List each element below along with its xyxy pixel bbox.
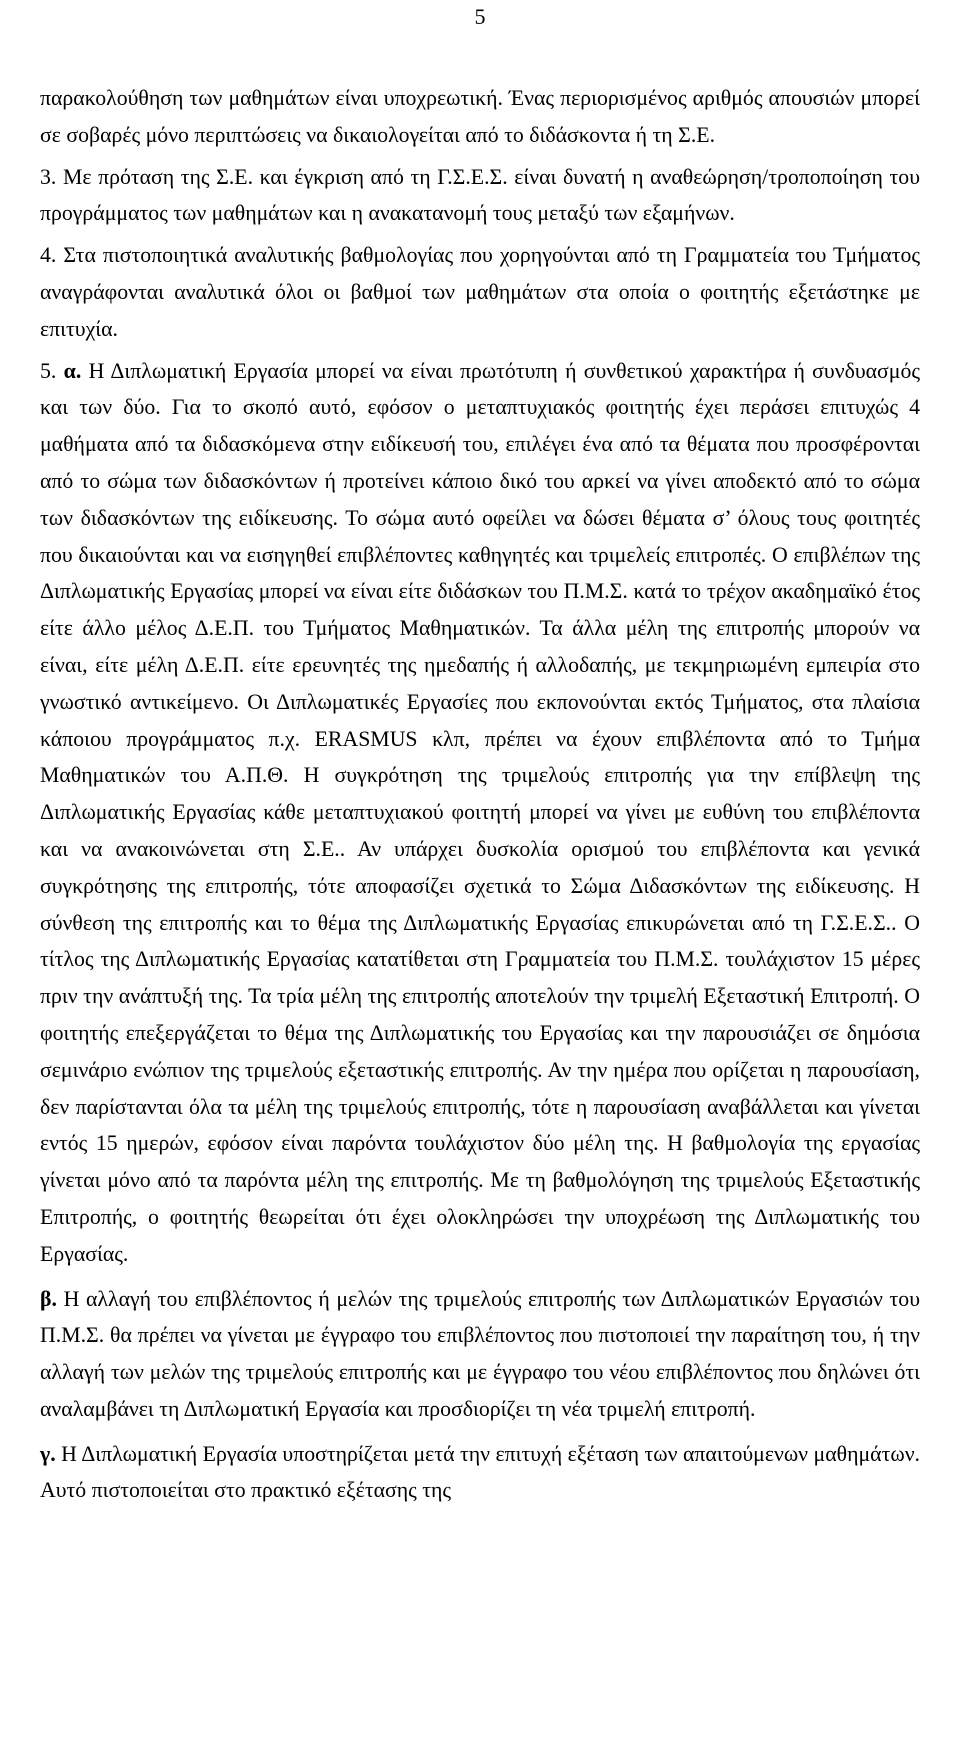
- paragraph-item-5a: [40, 353, 920, 1273]
- item-text: Η Διπλωματική Εργασία μπορεί να είναι πρωτότυπη ή συνθετικού χαρακτήρα ή συνδυασμός και των δύο. Για το σκοπό αυτό, εφόσον ο μεταπτυχιακός φοιτητής έχει περάσει επιτυχώς 4 μαθήματα από τα διδασκόμενα στην ειδίκευσή του, επιλέγει ένα από τα θέματα που προσφέρονται από το σώμα των διδασκόντων ή προτείνει κάποιο δικό του αρκεί να γίνει αποδεκτό από το σώμα των διδασκόντων της ειδίκευσης. Το σώμα αυτό οφείλει να δώσει θέματα σ’ όλους τους φοιτητές που δικαιούνται και να εισηγηθεί επιβλέποντες καθηγητές και τριμελείς επιτροπές. Ο επιβλέπων της Διπλωματικής Εργασίας μπορεί να είναι είτε διδάσκων του Π.Μ.Σ. κατά το τρέχον ακαδημαϊκό έτος είτε άλλο μέλος Δ.Ε.Π. του Τμήματος Μαθηματικών. Τα άλλα μέλη της επιτροπής μπορούν να είναι, είτε μέλη Δ.Ε.Π. είτε ερευνητές της ημεδαπής ή αλλοδαπής, με τεκμηριωμένη εμπειρία στο γνωστικό αντικείμενο. Οι Διπλωματικές Εργασίες που εκπονούνται εκτός Τμήματος, στα πλαίσια κάποιου προγράμματος π.χ. ERASMUS κλπ, πρέπει να έχουν επιβλέποντα από το Τμήμα Μαθηματικών του Α.Π.Θ. Η συγκρότηση της τριμελούς επιτροπής για την επίβλεψη της Διπλωματικής Εργασίας κάθε μεταπτυχιακού φοιτητή μπορεί να γίνει με ευθύνη του επιβλέποντα και να ανακοινώνεται στη Σ.Ε.. Αν υπάρχει δυσκολία ορισμού του επιβλέποντα και γενικά συγκρότησης της επιτροπής, τότε αποφασίζει σχετικά το Σώμα Διδασκόντων της ειδίκευσης. Η σύνθεση της επιτροπής και το θέμα της Διπλωματικής Εργασίας επικυρώνεται από τη Γ.Σ.Ε.Σ.. Ο τίτλος της Διπλωματικής Εργασίας κατατίθεται στη Γραμματεία του Π.Μ.Σ. τουλάχιστον 15 μέρες πριν την ανάπτυξή της. Τα τρία μέλη της επιτροπής αποτελούν την τριμελή Εξεταστική Επιτροπή. Ο φοιτητής επεξεργάζεται το θέμα της Διπλωματικής του Εργασίας και την παρουσιάζει σε δημόσια σεμινάριο ενώπιον της τριμελούς εξεταστικής επιτροπής. Αν την ημέρα που ορίζεται η παρουσίαση, δεν παρίστανται όλα τα μέλη της τριμελούς επιτροπής, τότε η παρουσίαση αναβάλλεται και γίνεται εντός 15 ημερών, εφόσον είναι παρόντα τουλάχιστον δύο μέλη της. Η βαθμολογία της εργασίας γίνεται μόνο από τα παρόντα μέλη της επιτροπής. Με τη βαθμολόγηση της τριμελούς Εξεταστικής Επιτροπής, ο φοιτητής θεωρείται ότι έχει ολοκληρώσει την υποχρέωση της Διπλωματικής του Εργασίας.: [40, 358, 921, 1266]
- document-body: [40, 80, 920, 1509]
- paragraph-intro: παρακολούθηση των μαθημάτων είναι υποχρεωτική. Ένας περιορισμένος αριθμός απουσιών μπορεί σε σοβαρές μόνο περιπτώσεις να δικαιολογείται από το διδάσκοντα ή τη Σ.Ε.: [40, 86, 920, 147]
- item-letter: α.: [63, 358, 82, 383]
- item-number: 3.: [40, 164, 57, 189]
- item-text: Η Διπλωματική Εργασία υποστηρίζεται μετά την επιτυχή εξέταση των απαιτούμενων μαθημάτων. Αυτό πιστοποιείται στο πρακτικό εξέτασης της: [40, 1441, 921, 1503]
- item-number: 4.: [40, 243, 57, 268]
- item-letter: γ.: [40, 1441, 56, 1466]
- page-number: 5: [474, 4, 486, 29]
- paragraph-item-4: [40, 237, 920, 347]
- item-text: Η αλλαγή του επιβλέποντος ή μελών της τριμελούς επιτροπής των Διπλωματικών Εργασιών του Π.Μ.Σ. θα πρέπει να γίνεται με έγγραφο του επιβλέποντος που πιστοποιεί την παραίτηση του, ή την αλλαγή των μελών της τριμελούς επιτροπής και με έγγραφο του νέου επιβλέποντος που δηλώνει ότι αναλαμβάνει τη Διπλωματική Εργασία και προσδιορίζει τη νέα τριμελή επιτροπή.: [40, 1286, 921, 1421]
- item-letter: β.: [40, 1286, 57, 1311]
- item-text: Στα πιστοποιητικά αναλυτικής βαθμολογίας που χορηγούνται από τη Γραμματεία του Τμήματος αναγράφονται αναλυτικά όλοι οι βαθμοί των μαθημάτων στα οποία ο φοιτητής εξετάστηκε με επιτυχία.: [40, 243, 920, 341]
- item-text: Με πρόταση της Σ.Ε. και έγκριση από τη Γ.Σ.Ε.Σ. είναι δυνατή η αναθεώρηση/τροποποίηση του προγράμματος των μαθημάτων και η ανακατανομή τους μεταξύ των εξαμήνων.: [40, 164, 920, 226]
- item-number: 5.: [40, 358, 57, 383]
- paragraph-item-5c: [40, 1436, 920, 1510]
- paragraph-item-5b: [40, 1281, 920, 1428]
- paragraph-item-3: [40, 159, 920, 233]
